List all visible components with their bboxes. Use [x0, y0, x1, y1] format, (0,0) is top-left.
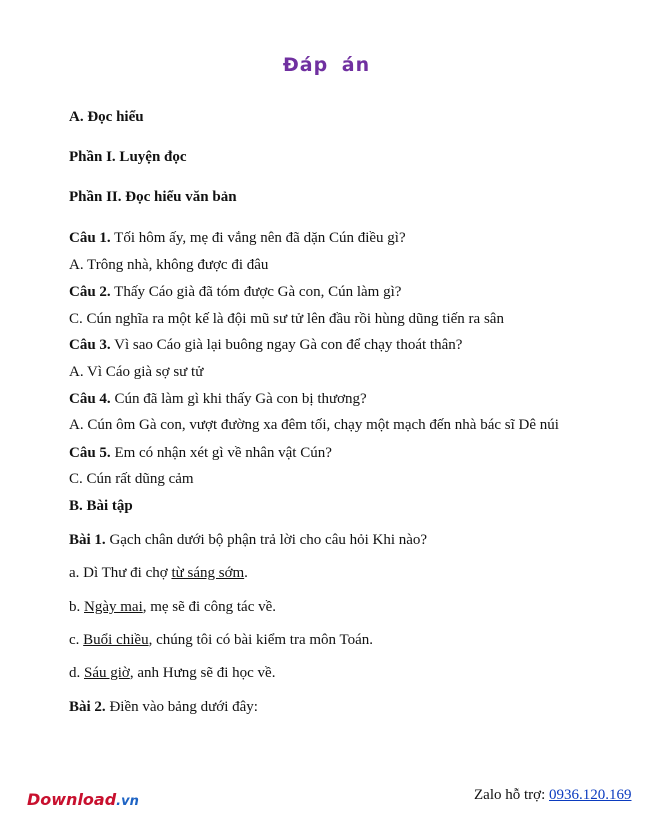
exercise-label: Bài 1.	[69, 532, 106, 548]
underlined-answer: Sáu giờ	[84, 665, 130, 681]
section-heading-exercises: B. Bài tập	[69, 498, 133, 514]
logo-suffix: .vn	[116, 794, 139, 809]
question-2	[69, 283, 401, 301]
download-vn-logo[interactable]	[27, 790, 139, 812]
zalo-label: Zalo hỗ trợ:	[474, 787, 549, 803]
question-label: Câu 3.	[69, 337, 111, 353]
question-1	[69, 229, 406, 247]
underlined-answer: Buổi chiều	[83, 632, 149, 648]
section-heading-text-comprehension: Phần II. Đọc hiểu văn bản	[69, 189, 237, 205]
section-heading-reading: A. Đọc hiểu	[69, 109, 144, 125]
question-text: Vì sao Cáo già lại buông ngay Gà con để chạy thoát thân?	[110, 337, 463, 353]
exercise-1-item-b: b. Ngày mai, mẹ sẽ đi công tác về.	[69, 599, 277, 615]
answer-4: A. Cún ôm Gà con, vượt đường xa đêm tối, chạy một mạch đến nhà bác sĩ Dê núi	[69, 417, 559, 433]
underlined-answer: Ngày mai	[84, 599, 143, 615]
question-label: Câu 5.	[69, 445, 111, 461]
page-title: Đáp án	[282, 54, 371, 76]
zalo-support	[474, 786, 632, 804]
exercise-label: Bài 2.	[69, 699, 106, 715]
question-5	[69, 444, 332, 462]
zalo-phone-link[interactable]: 0936.120.169	[549, 787, 632, 803]
question-text: Thấy Cáo già đã tóm được Gà con, Cún làm gì?	[110, 284, 402, 300]
exercise-1-item-a: a. Dì Thư đi chợ từ sáng sớm.	[69, 565, 248, 581]
answer-1: A. Trông nhà, không được đi đâu	[69, 257, 269, 273]
answer-3: A. Vì Cáo già sợ sư tử	[69, 364, 204, 380]
question-text: Tối hôm ấy, mẹ đi vắng nên đã dặn Cún điều gì?	[110, 230, 406, 246]
exercise-2	[69, 698, 258, 716]
answer-5: C. Cún rất dũng cảm	[69, 471, 194, 487]
exercise-1-item-c: c. Buổi chiều, chúng tôi có bài kiểm tra môn Toán.	[69, 632, 374, 648]
answer-2: C. Cún nghĩa ra một kế là đội mũ sư tử lên đầu rồi hùng dũng tiến ra sân	[69, 311, 504, 327]
exercise-1-item-d: d. Sáu giờ, anh Hưng sẽ đi học về.	[69, 665, 276, 681]
exercise-text: Gạch chân dưới bộ phận trả lời cho câu hỏi Khi nào?	[105, 532, 428, 548]
underlined-answer: từ sáng sớm	[171, 565, 245, 581]
question-label: Câu 1.	[69, 230, 111, 246]
question-4	[69, 390, 367, 408]
question-label: Câu 2.	[69, 284, 111, 300]
question-3	[69, 336, 462, 354]
question-text: Em có nhận xét gì về nhân vật Cún?	[110, 445, 332, 461]
exercise-text: Điền vào bảng dưới đây:	[105, 699, 258, 715]
exercise-1	[69, 531, 427, 549]
logo-text: Download	[27, 790, 117, 809]
question-text: Cún đã làm gì khi thấy Gà con bị thương?	[110, 391, 367, 407]
section-heading-practice-reading: Phần I. Luyện đọc	[69, 149, 187, 165]
question-label: Câu 4.	[69, 391, 111, 407]
